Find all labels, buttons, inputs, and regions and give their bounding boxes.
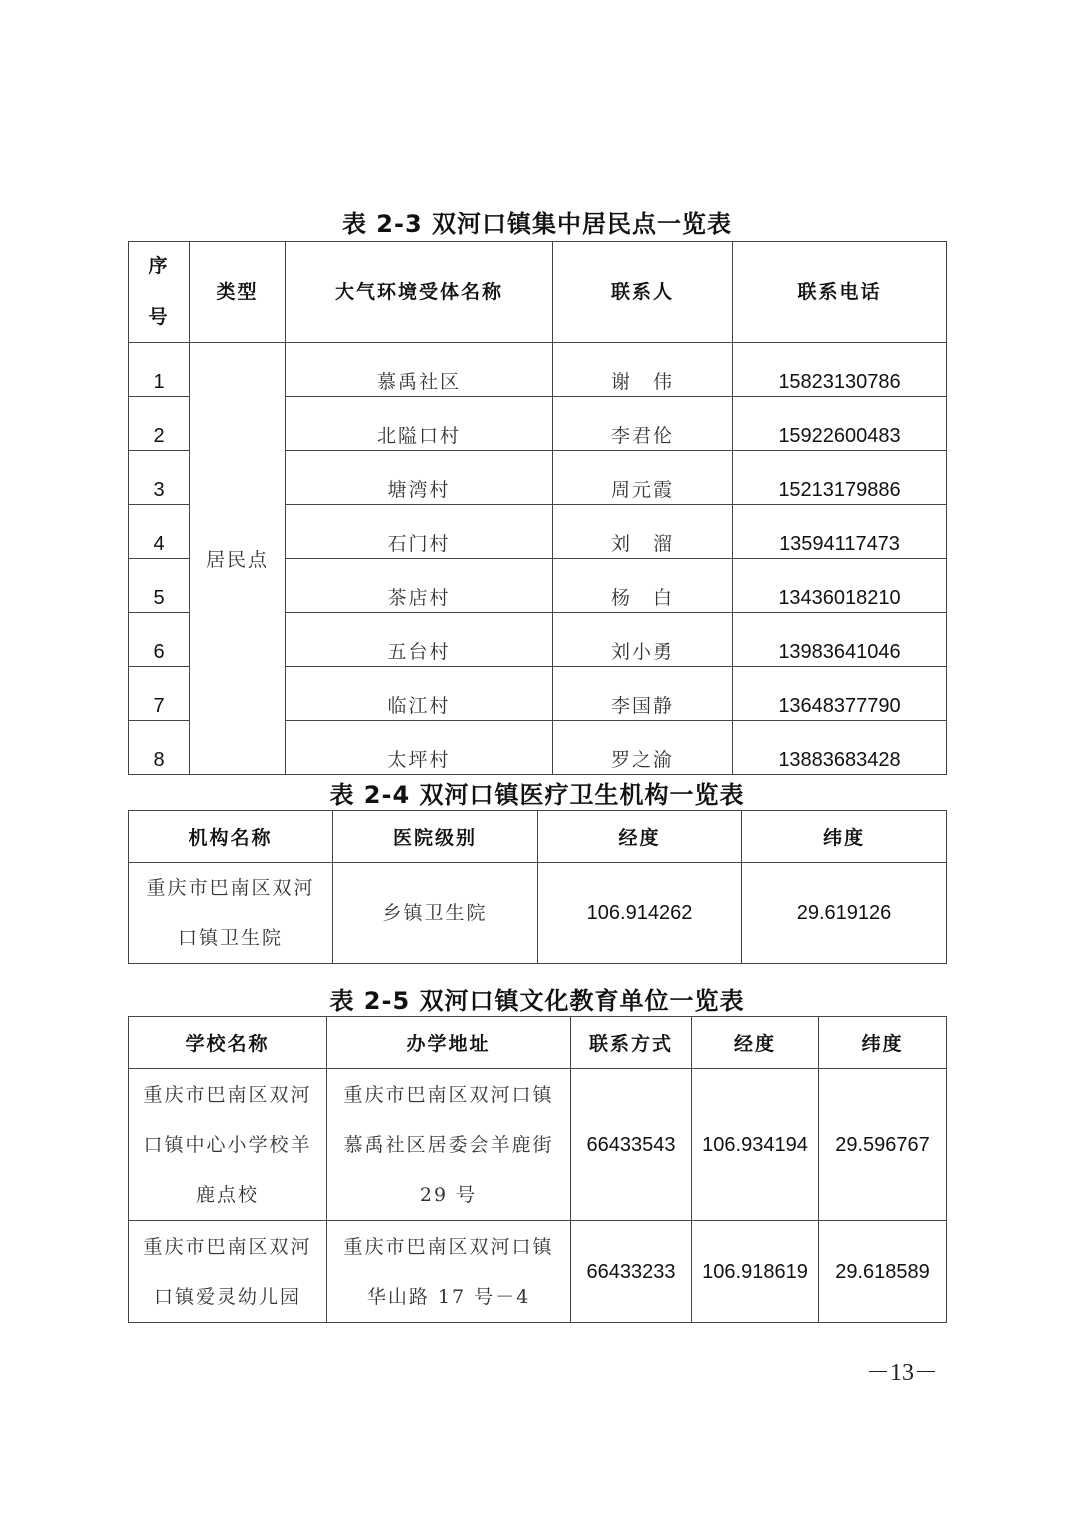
table-header-row [129,1017,947,1069]
cell-no: 5 [129,559,190,613]
header-seq-line2: 号 [148,306,170,328]
cell-latitude: 29.618589 [819,1221,947,1323]
cell-phone: 13436018210 [733,559,947,613]
cell-longitude: 106.918619 [692,1221,819,1323]
cell-contact: 罗之渝 [553,721,733,775]
header-contact: 联系人 [553,242,733,343]
table-header-row [129,811,947,863]
cell-no: 1 [129,343,190,397]
cell-line: 口镇爱灵幼儿园 [153,1285,301,1308]
table-2-3 [128,241,947,775]
table-header-row [129,242,947,343]
cell-contact: 刘 溜 [553,505,733,559]
cell-name: 塘湾村 [286,451,553,505]
page-number: －13－ [866,1360,938,1386]
cell-hospital-level: 乡镇卫生院 [333,863,538,964]
cell-phone: 66433543 [571,1069,692,1221]
cell-line: 29 号 [419,1183,478,1206]
header-institution-name: 机构名称 [129,811,333,863]
cell-line: 慕禹社区居委会羊鹿街 [343,1133,554,1156]
cell-phone: 13883683428 [733,721,947,775]
cell-line: 口镇中心小学校羊 [143,1133,312,1156]
header-longitude: 经度 [538,811,742,863]
cell-phone: 13594117473 [733,505,947,559]
cell-name: 临江村 [286,667,553,721]
cell-institution-name [129,863,333,964]
cell-longitude: 106.934194 [692,1069,819,1221]
header-phone: 联系电话 [733,242,947,343]
cell-contact: 刘小勇 [553,613,733,667]
cell-latitude: 29.596767 [819,1069,947,1221]
cell-type: 居民点 [190,343,286,775]
table-2-5-caption: 表 2-5 双河口镇文化教育单位一览表 [329,987,745,1015]
cell-line: 重庆市巴南区双河口镇 [343,1235,554,1258]
table-row [129,1069,947,1221]
cell-no: 6 [129,613,190,667]
cell-no: 7 [129,667,190,721]
cell-line: 重庆市巴南区双河 [143,1235,312,1258]
cell-phone: 13983641046 [733,613,947,667]
cell-no: 4 [129,505,190,559]
cell-name: 五台村 [286,613,553,667]
cell-contact: 李国静 [553,667,733,721]
cell-address [327,1069,571,1221]
header-receptor-name: 大气环境受体名称 [286,242,553,343]
cell-line: 重庆市巴南区双河 [143,1083,312,1106]
cell-latitude: 29.619126 [742,863,947,964]
header-contact: 联系方式 [571,1017,692,1069]
cell-phone: 13648377790 [733,667,947,721]
cell-no: 3 [129,451,190,505]
table-2-5 [128,1016,947,1323]
cell-school-name [129,1221,327,1323]
header-seq-line1: 序 [148,255,170,278]
cell-line: 华山路 17 号－4 [366,1285,531,1308]
header-seq [129,242,190,343]
cell-contact: 李君伦 [553,397,733,451]
cell-longitude: 106.914262 [538,863,742,964]
cell-school-name [129,1069,327,1221]
header-latitude: 纬度 [819,1017,947,1069]
cell-name: 慕禹社区 [286,343,553,397]
cell-phone: 15823130786 [733,343,947,397]
header-school-name: 学校名称 [129,1017,327,1069]
header-hospital-level: 医院级别 [333,811,538,863]
table-2-4 [128,810,947,964]
table-row [129,343,947,397]
cell-name: 石门村 [286,505,553,559]
cell-line: 鹿点校 [195,1183,259,1206]
table-2-3-caption: 表 2-3 双河口镇集中居民点一览表 [341,210,733,238]
header-type: 类型 [190,242,286,343]
cell-phone: 66433233 [571,1221,692,1323]
header-latitude: 纬度 [742,811,947,863]
cell-contact: 谢 伟 [553,343,733,397]
cell-address [327,1221,571,1323]
cell-line: 口镇卫生院 [177,927,283,949]
cell-name: 茶店村 [286,559,553,613]
cell-phone: 15922600483 [733,397,947,451]
cell-name: 北隘口村 [286,397,553,451]
cell-contact: 杨 白 [553,559,733,613]
table-2-4-caption: 表 2-4 双河口镇医疗卫生机构一览表 [329,781,745,809]
header-longitude: 经度 [692,1017,819,1069]
cell-name: 太坪村 [286,721,553,775]
cell-no: 2 [129,397,190,451]
cell-contact: 周元霞 [553,451,733,505]
header-address: 办学地址 [327,1017,571,1069]
cell-phone: 15213179886 [733,451,947,505]
cell-line: 重庆市巴南区双河口镇 [343,1083,554,1106]
table-row [129,1221,947,1323]
cell-line: 重庆市巴南区双河 [146,877,315,899]
cell-no: 8 [129,721,190,775]
table-row [129,863,947,964]
